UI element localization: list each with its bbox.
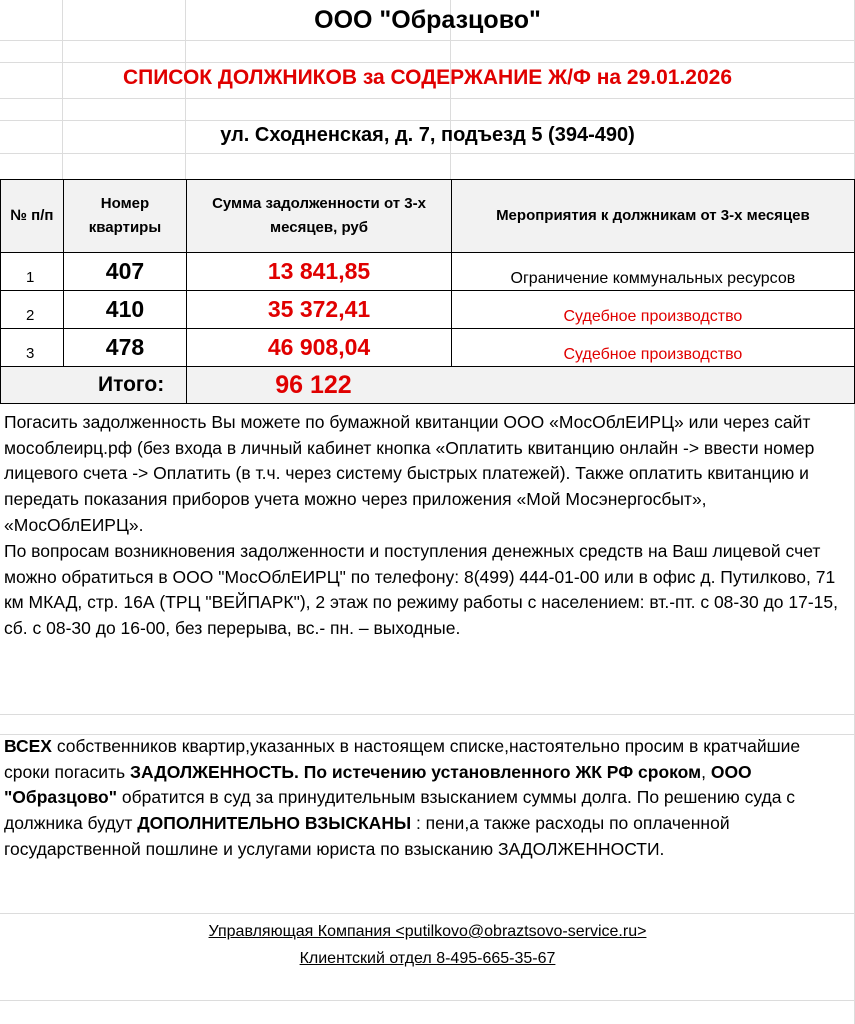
warning-emphasis: ООО "Образцово" [4,761,752,808]
building-address: ул. Сходненская, д. 7, подъезд 5 (394-490) [220,124,635,146]
grid-line [0,714,855,715]
col-header-measures: Мероприятия к должникам от 3-х месяцев [451,180,854,253]
apartment-number: 410 [63,291,187,329]
grid-line [0,40,855,41]
table-header-row [1,180,855,253]
row-number: 2 [1,291,64,329]
total-row [1,367,855,404]
client-department-phone[interactable]: Клиентский отдел 8-495-665-35-67 [299,950,556,967]
debt-warning [4,734,849,863]
warning-text: обратится в суд за принудительным взысканием суммы долга. По решению суда с должника будут [4,787,796,834]
debt-measure: Ограничение коммунальных ресурсов [451,253,854,291]
debt-measure: Судебное производство [451,329,854,367]
debt-measure: Судебное производство [451,291,854,329]
row-number: 3 [1,329,64,367]
total-label: Итого: [1,367,187,404]
debt-amount: 35 372,41 [187,291,452,329]
warning-text: , [701,761,711,782]
grid-line [0,913,855,914]
col-header-number: № п/п [1,180,64,253]
management-company-link[interactable]: Управляющая Компания <putilkovo@obraztsovo-service.ru> [208,923,647,940]
warning-emphasis: По истечению установленного ЖК РФ сроком [303,761,702,782]
table-row [1,291,855,329]
contact-info: По вопросам возникновения задолженности и поступления денежных средств на Ваш лицевой счет можно обратиться в ООО "МосОблЕИРЦ" по телефону: 8(499) 444-01-00 или в офис д. Путилково, 71 км МКАД, стр. 16А (ТРЦ "ВЕЙПАРК"), 2 этаж по режиму работы с населением: вт.-пт. с 08-30 до 17-15, сб. с 08-30 до 16-00, без перерыва, вс.- пн. – выходные. [4,541,838,639]
row-number: 1 [1,253,64,291]
table-row [1,253,855,291]
apartment-number: 407 [63,253,187,291]
table-row [1,329,855,367]
warning-text: : пени,а также расходы по оплаченной государственной пошлине и услугами юриста по взысканию ЗАДОЛЖЕННОСТИ. [4,813,730,859]
debt-amount: 46 908,04 [187,329,452,367]
warning-emphasis: ЗАДОЛЖЕННОСТЬ. [129,761,299,782]
col-header-apartment: Номер квартиры [63,180,187,253]
grid-line [0,1000,855,1001]
grid-line [0,62,855,63]
payment-instructions: Погасить задолженность Вы можете по бумажной квитанции ООО «МосОблЕИРЦ» или через сайт мособлеирц.рф (без входа в личный кабинет кнопка «Оплатить квитанцию онлайн -> ввести номер лицевого счета -> Оплатить (в т.ч. через систему быстрых платежей). Также оплатить квитанцию и передать показания приборов учета можно через приложения «Мой Мосэнергосбыт», «МосОблЕИРЦ». [4,412,815,535]
grid-line [0,120,855,121]
debtors-list-title: СПИСОК ДОЛЖНИКОВ за СОДЕРЖАНИЕ Ж/Ф на 29.01.2026 [122,66,733,89]
grid-line [0,98,855,99]
debt-amount: 13 841,85 [187,253,452,291]
apartment-number: 478 [63,329,187,367]
grid-line [0,153,855,154]
col-header-amount: Сумма задолженности от 3-х месяцев, руб [187,180,452,253]
warning-text: собственников квартир,указанных в настоящем списке,настоятельно просим в кратчайшие сроки погасить [4,736,801,782]
debtors-table [0,179,855,404]
total-amount: 96 122 [187,367,855,404]
company-title: ООО "Образцово" [314,6,541,34]
warning-emphasis: ДОПОЛНИТЕЛЬНО ВЗЫСКАНЫ [137,813,412,834]
warning-emphasis: ВСЕХ [4,736,52,756]
